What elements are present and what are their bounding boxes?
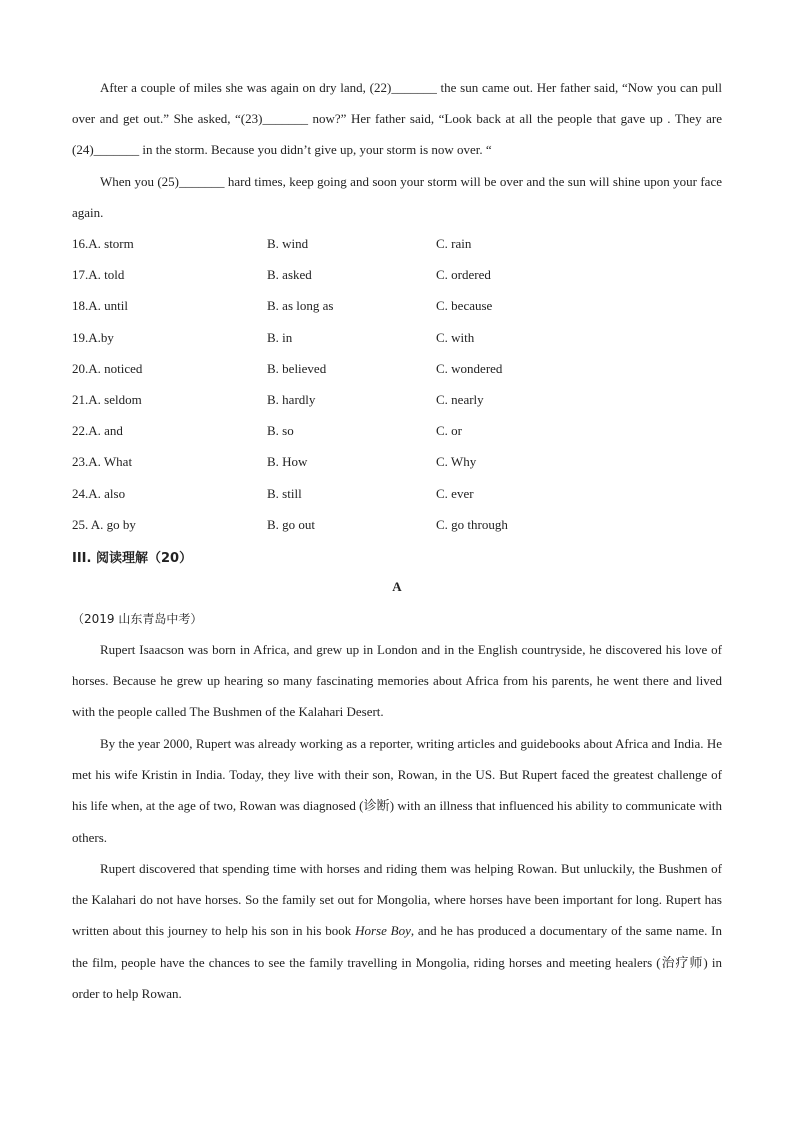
option-b: B. go out — [267, 516, 316, 532]
source-note: （2019 山东青岛中考） — [72, 612, 203, 626]
option-c: C. wondered — [436, 360, 503, 376]
option-row — [72, 423, 722, 443]
option-b: B. as long as — [267, 298, 334, 314]
option-c: C. because — [436, 298, 493, 314]
option-c: C. ordered — [436, 267, 491, 283]
option-a: 22.A. and — [72, 423, 123, 439]
option-b: B. still — [267, 485, 302, 501]
option-row — [72, 486, 722, 506]
option-a: 24.A. also — [72, 485, 126, 501]
option-b: B. How — [267, 454, 308, 470]
option-c: C. nearly — [436, 392, 484, 407]
option-b: B. so — [267, 423, 294, 439]
passage-paragraph-1: After a couple of miles she was again on dry land, (22)_______ the sun came out. Her father said, “Now you can pull over and get out.” She asked, “(23)_______ now?” Her father said, “Look back at all the people that gave up . They are (24)_______ in the storm. Because you didn’t give up, your storm is now over. “ — [72, 80, 722, 158]
option-a: 18.A. until — [72, 298, 128, 314]
option-a: 21.A. seldom — [72, 392, 142, 407]
option-c: C. rain — [436, 236, 472, 251]
reading-paragraph-1: Rupert Isaacson was born in Africa, and grew up in London and in the English countryside, he discovered his love of horses. Because he grew up hearing so many fascinating memories about Africa from his parents, he went there and lived with the people called The Bushmen of the Kalahari Desert. — [72, 642, 722, 720]
option-a: 16.A. storm — [72, 236, 134, 251]
option-row — [72, 392, 722, 412]
option-b: B. believed — [267, 360, 327, 376]
option-c: C. ever — [436, 485, 474, 501]
option-b: B. asked — [267, 267, 312, 283]
option-row — [72, 298, 722, 318]
option-a: 25. A. go by — [72, 516, 136, 532]
option-row — [72, 236, 722, 256]
option-row — [72, 517, 722, 537]
passage-paragraph-2: When you (25)_______ hard times, keep going and soon your storm will be over and the sun will shine upon your face again. — [72, 174, 722, 221]
option-a: 23.A. What — [72, 454, 133, 470]
reading-paragraph-2: By the year 2000, Rupert was already working as a reporter, writing articles and guidebooks about Africa and India. He met his wife Kristin in India. Today, they live with their son, Rowan, in the US. But Rupert faced the greatest challenge of his life when, at the age of two, Rowan was diagnosed (诊断) with an illness that influenced his ability to communicate with others. — [72, 736, 722, 845]
option-c: C. or — [436, 423, 462, 439]
option-row — [72, 330, 722, 350]
reading-p3-before: Rupert discovered that spending time with horses and riding them was helping Rowan. But unluckily, the Bushmen of the Kalahari do not have horses. So the family set out for Mongolia, where horses have been important for long. Rupert has written about this journey to help his son in his book — [72, 861, 722, 939]
option-c: C. go through — [436, 516, 508, 532]
option-b: B. wind — [267, 236, 309, 251]
option-a: 20.A. noticed — [72, 360, 143, 376]
section-title: III. 阅读理解（20） — [72, 551, 193, 566]
option-row — [72, 454, 722, 474]
reading-p3-after: , and he has produced a documentary of the same name. In the film, people have the chances to see the family travelling in Mongolia, riding horses and meeting healers (治疗师) in order to help Rowan. — [72, 923, 722, 1001]
book-title: Horse Boy — [355, 923, 411, 939]
option-c: C. with — [436, 329, 475, 345]
option-c: C. Why — [436, 454, 477, 470]
option-row — [72, 267, 722, 287]
option-b: B. in — [267, 329, 293, 345]
option-a: 19.A.by — [72, 329, 114, 345]
option-row — [72, 361, 722, 381]
part-label: A — [392, 579, 402, 594]
option-b: B. hardly — [267, 392, 316, 407]
reading-paragraph-3 — [72, 853, 722, 1009]
option-a: 17.A. told — [72, 267, 125, 283]
